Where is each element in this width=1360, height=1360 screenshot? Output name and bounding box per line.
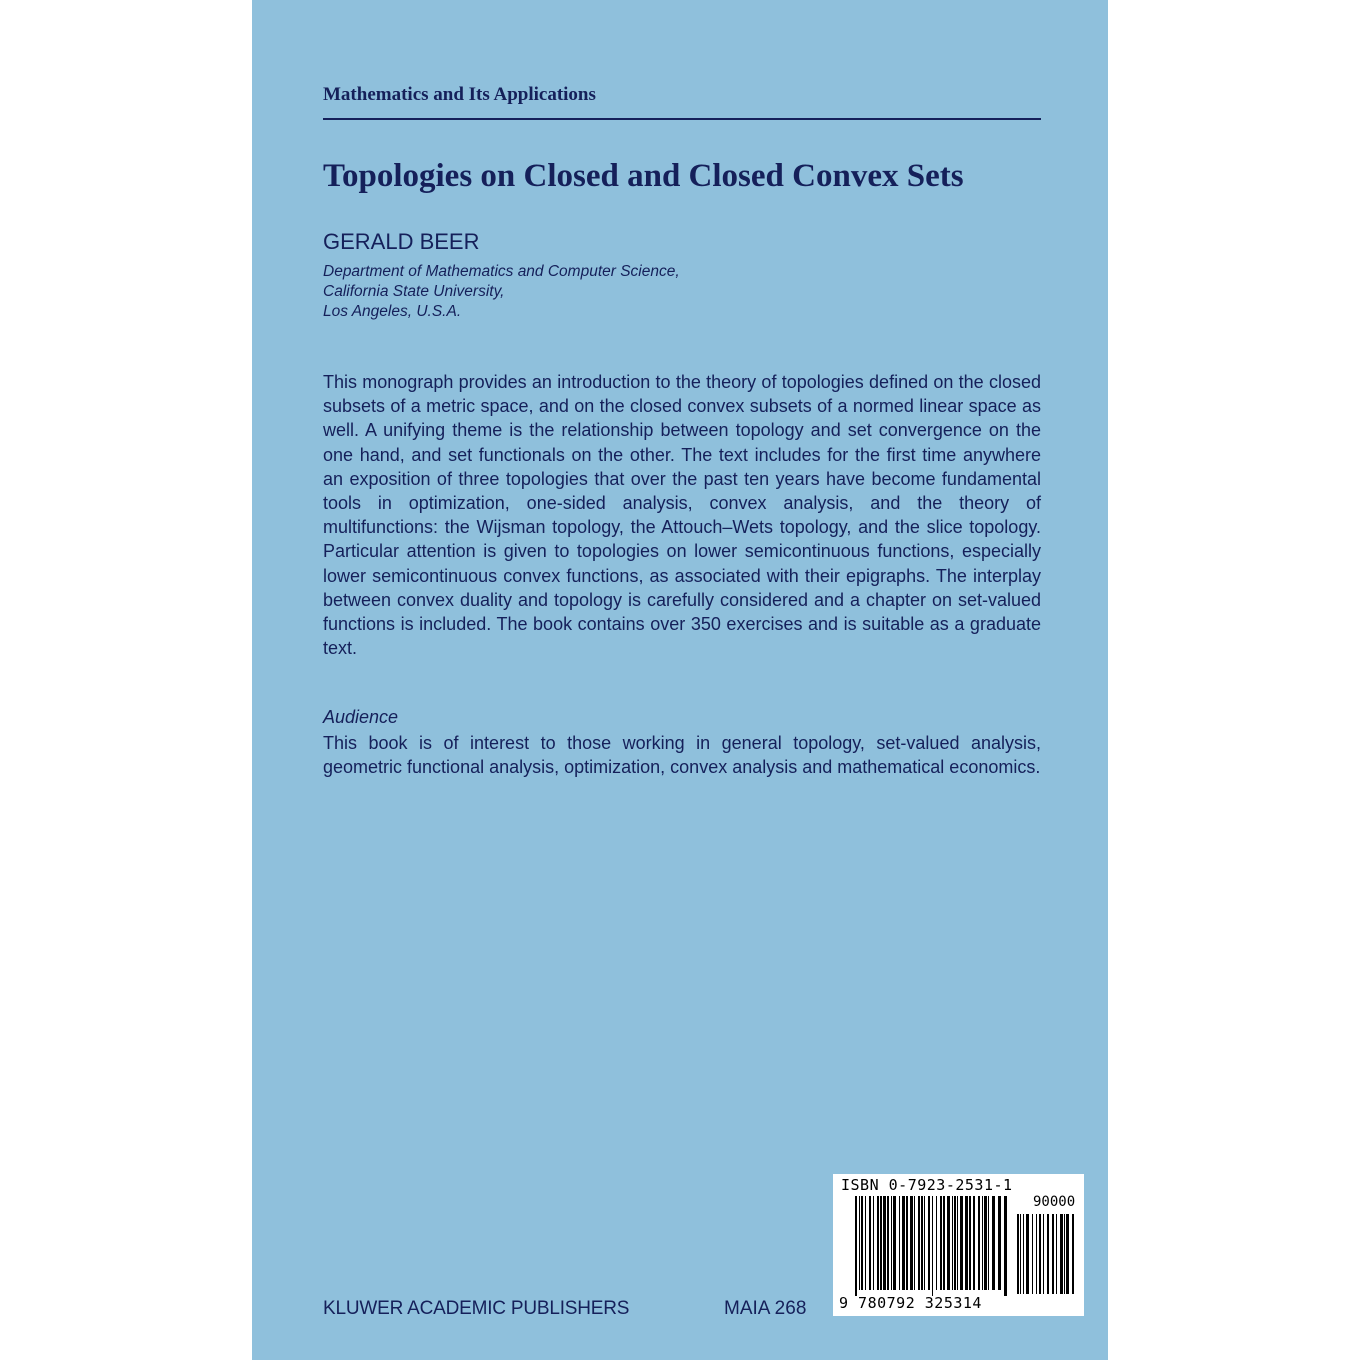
- book-title: Topologies on Closed and Closed Convex Sets: [323, 158, 964, 194]
- affiliation-line: Department of Mathematics and Computer Science,: [323, 263, 680, 280]
- header-rule: [323, 118, 1041, 120]
- publisher-name: KLUWER ACADEMIC PUBLISHERS: [323, 1298, 630, 1319]
- series-name: Mathematics and Its Applications: [323, 84, 596, 105]
- audience-heading: Audience: [323, 707, 399, 727]
- back-cover: [252, 0, 1108, 1360]
- affiliation-line: Los Angeles, U.S.A.: [323, 303, 462, 320]
- audience-text: This book is of interest to those working in general topology, set-valued analysis, geometric functional analysis, optimization, convex analysis and mathematical economics.: [323, 733, 1041, 777]
- affiliation-line: California State University,: [323, 283, 505, 300]
- isbn-text: ISBN 0-7923-2531-1: [841, 1176, 1013, 1194]
- barcode: [833, 1174, 1084, 1316]
- series-number: MAIA 268: [724, 1298, 807, 1319]
- price-addon-text: 90000: [1033, 1194, 1076, 1210]
- ean-text: 9 780792 325314: [839, 1294, 982, 1312]
- author-affiliation: [323, 262, 680, 322]
- book-description: This monograph provides an introduction to the theory of topologies defined on the closed subsets of a metric space, and on the closed convex subsets of a normed linear space as well. A unifying theme is the relationship between topology and set convergence on the one hand, and set functionals on the other. The text includes for the first time anywhere an exposition of three topologies that over the past ten years have become fundamental tools in optimization, one-sided analysis, convex analysis, and the theory of multifunctions: the Wijsman topology, the Attouch–Wets topology, and the slice topology. Particular attention is given to topologies on lower semicontinuous functions, especially lower semicontinuous convex functions, as associated with their epigraphs. The interplay between convex duality and topology is carefully considered and a chapter on set-valued functions is included. The book contains over 350 exercises and is suitable as a graduate text.: [323, 372, 1041, 659]
- author-name: GERALD BEER: [323, 229, 480, 254]
